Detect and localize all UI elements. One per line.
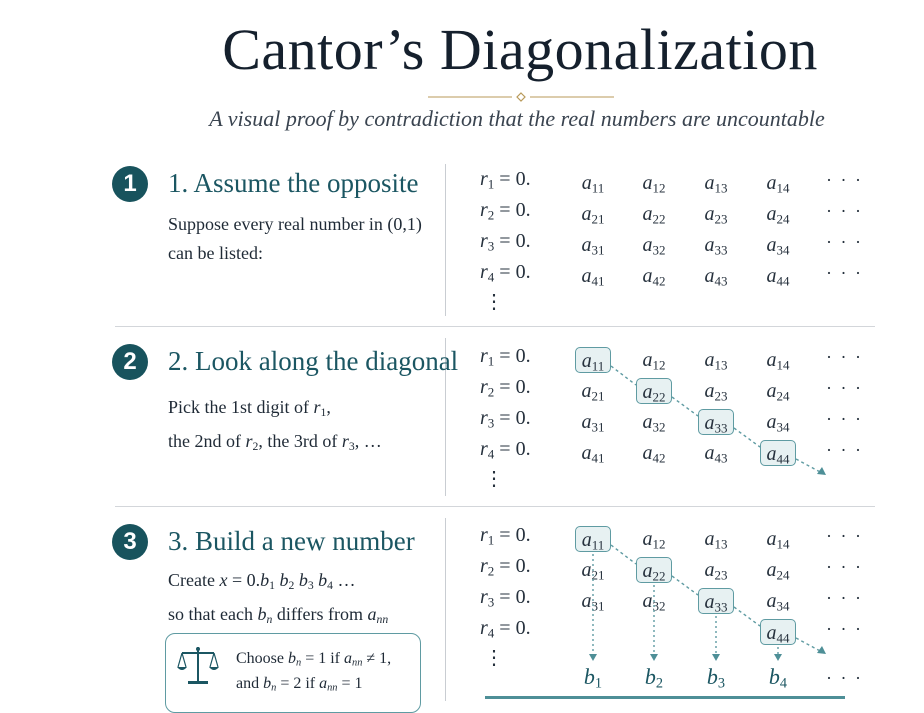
diagonal-connector bbox=[734, 428, 760, 447]
row-ellipsis: · · · bbox=[826, 378, 863, 398]
row-ellipsis: · · · bbox=[826, 347, 863, 367]
grid-cell: $a_{33}$ bbox=[704, 234, 728, 258]
diamond-divider-icon bbox=[428, 92, 614, 102]
diagonal-cell: $a_{44}$ bbox=[760, 440, 796, 466]
new-number-digit: $b_2$ bbox=[644, 664, 664, 692]
grid-cell: $a_{34}$ bbox=[766, 411, 790, 435]
vertical-ellipsis: ⋮ bbox=[484, 291, 504, 313]
diagonal-connector bbox=[734, 607, 760, 626]
step-1-body-line-2: can be listed: bbox=[168, 243, 263, 263]
diagonal-cell: $a_{11}$ bbox=[575, 526, 611, 552]
diagonal-cell: $a_{22}$ bbox=[636, 557, 672, 583]
step-1-body-line-1: Suppose every real number in (0,1) bbox=[168, 214, 422, 234]
grid-cell: $a_{43}$ bbox=[704, 265, 728, 289]
page-subtitle: A visual proof by contradiction that the real numbers are uncountable bbox=[209, 106, 825, 131]
grid-cell: $a_{23}$ bbox=[704, 380, 728, 404]
grid-cell: $a_{31}$ bbox=[581, 590, 605, 614]
grid-cell: $a_{22}$ bbox=[642, 203, 666, 227]
row-label: $r_3 = 0$. bbox=[480, 407, 531, 431]
digit-down-arrowhead bbox=[712, 654, 720, 661]
grid-cell: $a_{11}$ bbox=[581, 172, 605, 196]
step-3-badge: 3 bbox=[112, 524, 148, 560]
diagonal-cell: $a_{33}$ bbox=[698, 409, 734, 435]
new-number-underline bbox=[485, 696, 845, 699]
row-label: $r_3 = 0$. bbox=[480, 586, 531, 610]
row-ellipsis: · · · bbox=[826, 263, 863, 283]
row-label: $r_4 = 0$. bbox=[480, 261, 531, 285]
diagonal-cell: $a_{33}$ bbox=[698, 588, 734, 614]
diagonal-cell: $a_{22}$ bbox=[636, 378, 672, 404]
grid-cell: $a_{31}$ bbox=[581, 411, 605, 435]
grid-cell: $a_{14}$ bbox=[766, 349, 790, 373]
grid-cell: $a_{14}$ bbox=[766, 172, 790, 196]
grid-cell: $a_{24}$ bbox=[766, 559, 790, 583]
page-title: Cantor’s Diagonalization bbox=[222, 17, 818, 82]
diagonal-connector bbox=[796, 638, 822, 652]
grid-cell: $a_{12}$ bbox=[642, 172, 666, 196]
column-divider bbox=[445, 164, 446, 316]
row-ellipsis: · · · bbox=[826, 619, 863, 639]
step-2-body bbox=[168, 393, 382, 461]
grid-cell: $a_{13}$ bbox=[704, 172, 728, 196]
row-ellipsis: · · · bbox=[826, 440, 863, 460]
grid-cell: $a_{21}$ bbox=[581, 559, 605, 583]
row-label: $r_3 = 0$. bbox=[480, 230, 531, 254]
diagonal-connector bbox=[672, 576, 698, 595]
grid-cell: $a_{32}$ bbox=[642, 590, 666, 614]
grid-cell: $a_{13}$ bbox=[704, 528, 728, 552]
step-1-heading: 1. Assume the opposite bbox=[168, 168, 419, 198]
grid-cell: $a_{41}$ bbox=[581, 265, 605, 289]
row-label: $r_2 = 0$. bbox=[480, 199, 531, 223]
step-3-heading: 3. Build a new number bbox=[168, 526, 415, 556]
section-separator bbox=[115, 326, 875, 327]
row-ellipsis: · · · bbox=[826, 526, 863, 546]
column-divider bbox=[445, 518, 446, 701]
step-2-body-line-1: Pick the 1st digit of $r_1$, bbox=[168, 397, 331, 419]
step-3-body-line-1: Create $x = 0.b_1$ $b_2$ $b_3$ $b_4$ … bbox=[168, 570, 356, 592]
grid-cell: $a_{41}$ bbox=[581, 442, 605, 466]
new-number-digit: $b_1$ bbox=[583, 664, 603, 692]
callout-line-2: and $b_n = 2$ if $a_{nn} = 1$ bbox=[236, 675, 363, 694]
grid-cell: $a_{32}$ bbox=[642, 411, 666, 435]
diagonal-connector bbox=[611, 366, 636, 385]
diagonal-connector bbox=[611, 545, 636, 564]
row-ellipsis: · · · bbox=[826, 170, 863, 190]
grid-cell: $a_{21}$ bbox=[581, 380, 605, 404]
balance-scale-icon bbox=[176, 643, 220, 687]
row-label: $r_2 = 0$. bbox=[480, 555, 531, 579]
grid-cell: $a_{13}$ bbox=[704, 349, 728, 373]
digit-down-arrowhead bbox=[650, 654, 658, 661]
digit-down-arrowhead bbox=[589, 654, 597, 661]
row-label: $r_1 = 0$. bbox=[480, 345, 531, 369]
diagonal-arrowhead bbox=[817, 467, 826, 475]
grid-cell: $a_{12}$ bbox=[642, 528, 666, 552]
diagonal-connector bbox=[672, 397, 698, 416]
grid-cell: $a_{31}$ bbox=[581, 234, 605, 258]
grid-cell: $a_{14}$ bbox=[766, 528, 790, 552]
step-2-badge: 2 bbox=[112, 344, 148, 380]
row-ellipsis: · · · bbox=[826, 201, 863, 221]
step-2-heading: 2. Look along the diagonal bbox=[168, 346, 459, 376]
grid-cell: $a_{21}$ bbox=[581, 203, 605, 227]
row-label: $r_2 = 0$. bbox=[480, 376, 531, 400]
row-ellipsis: · · · bbox=[826, 557, 863, 577]
step-1-badge: 1 bbox=[112, 166, 148, 202]
row-label: $r_1 = 0$. bbox=[480, 168, 531, 192]
diagonal-connector bbox=[796, 459, 822, 473]
grid-cell: $a_{23}$ bbox=[704, 203, 728, 227]
grid-cell: $a_{42}$ bbox=[642, 265, 666, 289]
grid-cell: $a_{12}$ bbox=[642, 349, 666, 373]
new-number-ellipsis: · · · bbox=[826, 668, 863, 688]
digit-down-arrowhead bbox=[774, 654, 782, 661]
section-separator bbox=[115, 506, 875, 507]
grid-cell: $a_{43}$ bbox=[704, 442, 728, 466]
step-3-body-line-2: so that each $b_n$ differs from $a_{nn}$ bbox=[168, 603, 389, 626]
diagonal-cell: $a_{11}$ bbox=[575, 347, 611, 373]
grid-cell: $a_{42}$ bbox=[642, 442, 666, 466]
step-1-body bbox=[168, 210, 422, 268]
grid-cell: $a_{34}$ bbox=[766, 590, 790, 614]
new-number-digit: $b_3$ bbox=[706, 664, 726, 692]
vertical-ellipsis: ⋮ bbox=[484, 647, 504, 669]
grid-cell: $a_{32}$ bbox=[642, 234, 666, 258]
row-ellipsis: · · · bbox=[826, 588, 863, 608]
grid-cell: $a_{24}$ bbox=[766, 203, 790, 227]
row-ellipsis: · · · bbox=[826, 409, 863, 429]
row-label: $r_4 = 0$. bbox=[480, 617, 531, 641]
row-ellipsis: · · · bbox=[826, 232, 863, 252]
row-label: $r_4 = 0$. bbox=[480, 438, 531, 462]
step-2-body-line-2: the 2nd of $r_2$, the 3rd of $r_3$, … bbox=[168, 430, 382, 453]
new-number-digit: $b_4$ bbox=[768, 664, 788, 692]
vertical-ellipsis: ⋮ bbox=[484, 468, 504, 490]
grid-cell: $a_{23}$ bbox=[704, 559, 728, 583]
step-3-body bbox=[168, 566, 388, 634]
diagonal-cell: $a_{44}$ bbox=[760, 619, 796, 645]
grid-cell: $a_{34}$ bbox=[766, 234, 790, 258]
grid-cell: $a_{44}$ bbox=[766, 265, 790, 289]
grid-cell: $a_{24}$ bbox=[766, 380, 790, 404]
row-label: $r_1 = 0$. bbox=[480, 524, 531, 548]
diagonal-arrowhead bbox=[817, 646, 826, 654]
callout-line-1: Choose $b_n = 1$ if $a_{nn} \ne 1$, bbox=[236, 650, 392, 669]
